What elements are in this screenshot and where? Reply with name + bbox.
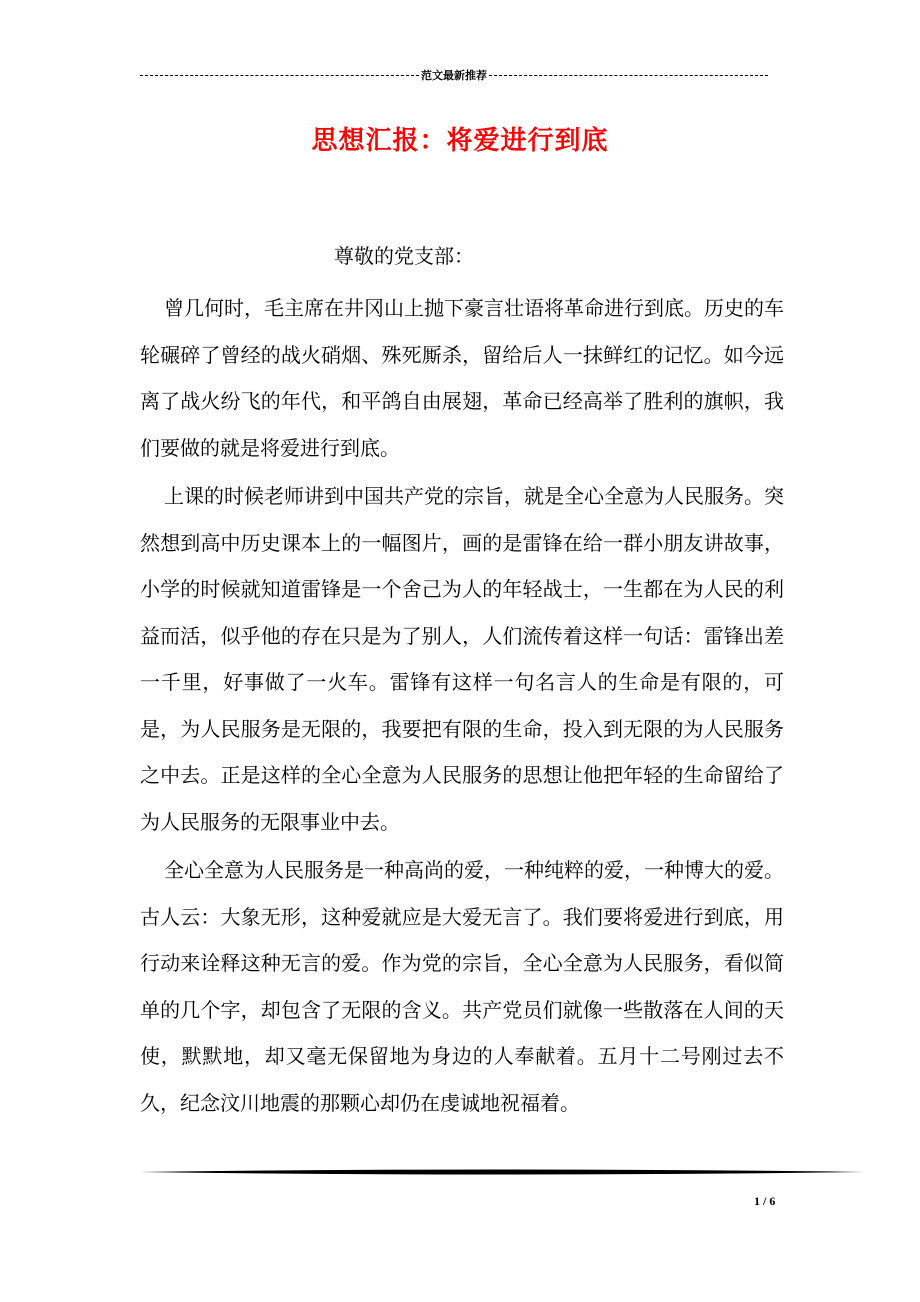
- header-label: 范文最新推荐: [421, 69, 487, 82]
- paragraph-2: 上课的时候老师讲到中国共产党的宗旨，就是全心全意为人民服务。突然想到高中历史课本上的一幅图片，画的是雷锋在给一群小朋友讲故事，小学的时候就知道雷锋是一个舍己为人的年轻战士，一生都在为人民的利益而活，似乎他的存在只是为了别人，人们流传着这样一句话：雷锋出差一千里，好事做了一火车。雷锋有这样一句名言人的生命是有限的，可是，为人民服务是无限的，我要把有限的生命，投入到无限的为人民服务之中去。正是这样的全心全意为人民服务的思想让他把年轻的生命留给了为人民服务的无限事业中去。: [140, 484, 784, 834]
- page-number: 1 / 6: [754, 1194, 776, 1208]
- document-body: [140, 285, 784, 1126]
- page-header: [140, 67, 768, 83]
- header-dash-left: [140, 75, 419, 76]
- header-dash-right: [489, 75, 768, 76]
- document-title: 思想汇报：将爱进行到底: [311, 126, 609, 156]
- footer-rule: [140, 1168, 864, 1176]
- paragraph-3: 全心全意为人民服务是一种高尚的爱，一种纯粹的爱，一种博大的爱。古人云：大象无形，这种爱就应是大爱无言了。我们要将爱进行到底，用行动来诠释这种无言的爱。作为党的宗旨，全心全意为人民服务，看似简单的几个字，却包含了无限的含义。共产党员们就像一些散落在人间的天使，默默地，却又毫无保留地为身边的人奉献着。五月十二号刚过去不久，纪念汶川地震的那颗心却仍在虔诚地祝福着。: [140, 858, 784, 1115]
- salutation: 尊敬的党支部：: [334, 244, 474, 268]
- paragraph-1: 曾几何时，毛主席在井冈山上抛下豪言壮语将革命进行到底。历史的车轮碾碎了曾经的战火硝烟、殊死厮杀，留给后人一抹鲜红的记忆。如今远离了战火纷飞的年代，和平鸽自由展翅，革命已经高举了胜利的旗帜，我们要做的就是将爱进行到底。: [140, 296, 784, 460]
